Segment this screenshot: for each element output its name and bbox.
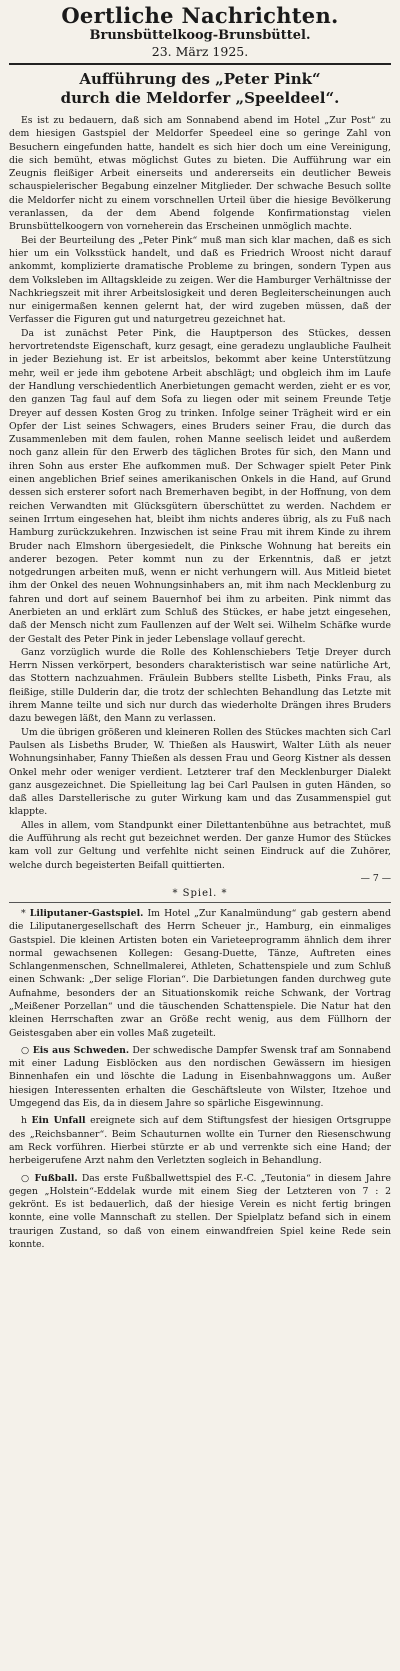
article-paragraph: Es ist zu bedauern, daß sich am Sonnabend abend im Hotel „Zur Post“ zu dem hiesigen Gastspiel der Meldorfer Speedeel eine so geringe Zahl von Besuchern eingefunden hatte, handelt es sich hier doch um eine Vereinigung, die sich bemüht, etwas möglichst Gutes zu bieten. Die Aufführung war ein Zeugnis fleißiger Arbeit einerseits und andererseits ein deutlicher Beweis schauspielerischer Begabung einzelner Mitglieder. Der schwache Besuch sollte die Meldorfer nicht zu einem vorschnellen Urteil über die hiesige Bevölkerung veranlassen, da der dem Abend folgende Konfirmationstag vielen Brunsbüttelkoogern von vorneherein das Erscheinen unmöglich machte. [9,115,391,233]
news-kicker: Liliputaner-Gastspiel. [29,907,144,919]
headline-line-2: durch die Meldorfer „Speeldeel“. [60,89,340,107]
news-item [9,907,391,1040]
separator-rule [9,902,391,903]
news-text: Der schwedische Dampfer Swensk traf am Sonnabend mit einer Ladung Eisblöcken aus den nordischen Gewässern im hiesigen Binnenhafen ein und löschte die Ladung in Eisenbahnwaggons um. Außer hiesigen Interessenten erhalten die Geschäftsleute von Wilster, Itzehoe und Umgegend das Eis, da in diesem Jahre so spärliche Eisgewinnung. [9,1044,391,1110]
news-kicker: Fußball. [34,1172,78,1184]
place-line: Brunsbüttelkoog-Brunsbüttel. [89,28,311,43]
news-text: Das erste Fußballwettspiel des F.-C. „Teutonia“ in diesem Jahre gegen „Holstein“-Eddelak wurde mit einem Sieg der Letzteren von 7 : 2 gekrönt. Es ist bedauerlich, daß der hiesige Verein es nicht fertig bringen konnte, eine volle Mannschaft zu stellen. Der Spielplatz befand sich in einem traurigen Zustand, so daß von einem einwandfreien Spiel keine Rede sein konnte. [9,1172,391,1251]
news-kicker: Ein Unfall [31,1115,86,1127]
header-rule [9,63,391,65]
news-marker: * [21,907,26,919]
local-news-list [9,907,391,1251]
article-signature: — 7 — [360,872,391,884]
news-item [9,1172,391,1252]
news-item [9,1044,391,1110]
news-kicker: Eis aus Schweden. [32,1044,130,1056]
section-separator: * Spiel. * [172,887,228,899]
article-paragraph: Bei der Beurteilung des „Peter Pink“ muß man sich klar machen, daß es sich hier um ein Volksstück handelt, und daß es Friedrich Wroost nicht darauf ankommt, komplizierte dramatische Probleme zu bringen, sondern Typen aus dem Volksleben im Alltagskleide zu zeigen. Wer die Hamburger Verhältnisse der Nachkriegszeit mit ihrer Arbeitslosigkeit und deren Begleiterscheinungen auch nur einigermaßen kennen gelernt hat, der wird zugeben müssen, daß der Verfasser die Figuren gut und naturgetreu gezeichnet hat. [9,234,391,326]
news-text: ereignete sich auf dem Stiftungsfest der hiesigen Ortsgruppe des „Reichsbanner“. Beim Schauturnen wollte ein Turner den Riesenschwung am Reck vorführen. Hierbei stürzte er ab und verrenkte sich eine Hand; der herbeigerufene Arzt nahm den Verletzten sogleich in Behandlung. [9,1115,391,1167]
news-marker: ○ [21,1044,30,1056]
article-paragraph: Ganz vorzüglich wurde die Rolle des Kohlenschiebers Tetje Dreyer durch Herrn Nissen verkörpert, besonders charakteristisch war seine natürliche Art, das Stottern nachzuahmen. Fräulein Bubbers stellte Lisbeth, Pinks Frau, als fleißige, stille Dulderin dar, die trotz der schlechten Behandlung das Letzte mit ihrem Manne teilte und sich nur durch das wiederholte Drängen ihres Bruders dazu bewegen läßt, den Mann zu verlassen. [9,646,391,725]
section-title: Oertliche Nachrichten. [61,3,339,28]
news-marker: h [21,1115,27,1127]
news-marker: ○ [21,1172,31,1184]
headline-line-1: Aufführung des „Peter Pink“ [79,70,321,88]
news-item [9,1114,391,1167]
article-headline [9,70,391,108]
date-line: 23. März 1925. [151,44,249,59]
article-body [9,114,391,885]
article-paragraph: Um die übrigen größeren und kleineren Rollen des Stückes machten sich Carl Paulsen als Lisbeths Bruder, W. Thießen als Hauswirt, Walter Lüth als neuer Wohnungsinhaber, Fanny Thießen als dessen Frau und Georg Kistner als dessen Onkel mehr oder weniger verdient. Letzterer traf den Mecklenburger Dialekt ganz ausgezeichnet. Die Spielleitung lag bei Carl Paulsen in guten Händen, so daß alles Darstellerische zu guter Wirkung kam und das Zusammenspiel gut klappte. [9,726,391,818]
article-paragraph: Alles in allem, vom Standpunkt einer Dilettantenbühne aus betrachtet, muß die Aufführung als recht gut bezeichnet werden. Der ganze Humor des Stückes kam voll zur Geltung und verfehlte nicht seinen Eindruck auf die Zuhörer, welche durch begeisterten Beifall quittierten. [9,819,391,871]
news-text: Im Hotel „Zur Kanalmündung“ gab gestern abend die Liliputanergesellschaft des Herrn Scheuer jr., Hamburg, ein einmaliges Gastspiel. Die kleinen Artisten boten ein Varieteeprogramm ähnlich dem ihrer normal gewachsenen Kollegen: Gesang-Duette, Tänze, Auftreten eines Schlangenmenschen, Schnellmalerei, Athleten, Schattenspiele und zum Schluß einen Schwank: „Der selige Florian“. Die Darbietungen fanden durchweg gute Aufnahme, besonders der an Situationskomik reiche Schwank, der Vortrag „Meißener Porzellan“ und die täuschenden Schattenspiele. Die Natur hat den kleinen Herrschaften zwar an Größe recht wenig, aus dem Füllhorn der Geistesgaben aber ein volles Maß zugeteilt. [9,907,391,1039]
article-paragraph: Da ist zunächst Peter Pink, die Hauptperson des Stückes, dessen hervortretendste Eigenschaft, kurz gesagt, eine geradezu unglaubliche Faulheit in jeder Beziehung ist. Er ist arbeitslos, bekommt aber keine Unterstützung mehr, weil er jede ihm gebotene Arbeit abschlägt; und obgleich ihm im Laufe der Handlung verschiedentlich Anerbietungen gemacht werden, zieht er es vor, den ganzen Tag faul auf dem Sofa zu liegen oder mit seinem Freunde Tetje Dreyer auf dessen Kosten Grog zu trinken. Infolge seiner Trägheit wird er ein Opfer der List seines Schwagers, eines Bruders seiner Frau, die durch das Zusammenleben mit dem faulen, rohen Manne seelisch leidet und außerdem noch ganz allein für den Erwerb des täglichen Brotes für sich, den Mann und ihren Sohn aus erster Ehe aufkommen muß. Der Schwager spielt Peter Pink einen angeblichen Brief seines amerikanischen Onkels in die Hand, auf Grund dessen sich ersterer sofort nach Bremerhaven begibt, in der Hoffnung, von dem reichen Verwandten mit Glücksgütern überschüttet zu werden. Nachdem er seinen Irrtum eingesehen hat, bleibt ihm nichts anderes übrig, als zu Fuß nach Hamburg zurückzukehren. Inzwischen ist seine Frau mit ihrem Kinde zu ihrem Bruder nach Elmshorn übergesiedelt, die Pinksche Wohnung hat bereits ein anderer bezogen. Peter kommt nun zu der Erkenntnis, daß er jetzt notgedrungen arbeiten muß, wenn er nicht verhungern will. Aus Mitleid bietet ihm der Onkel des neuen Wohnungsinhabers an, mit ihm nach Mecklenburg zu fahren und dort auf seinem Bauernhof bei ihm zu arbeiten. Pink nimmt das Anerbieten an und erklärt zum Schluß des Stückes, er habe jetzt eingesehen, daß der Mensch nicht zum Faullenzen auf der Welt sei. Wilhelm Schäfke wurde der Gestalt des Peter Pink in jeder Lebenslage vollauf gerecht. [9,327,391,645]
